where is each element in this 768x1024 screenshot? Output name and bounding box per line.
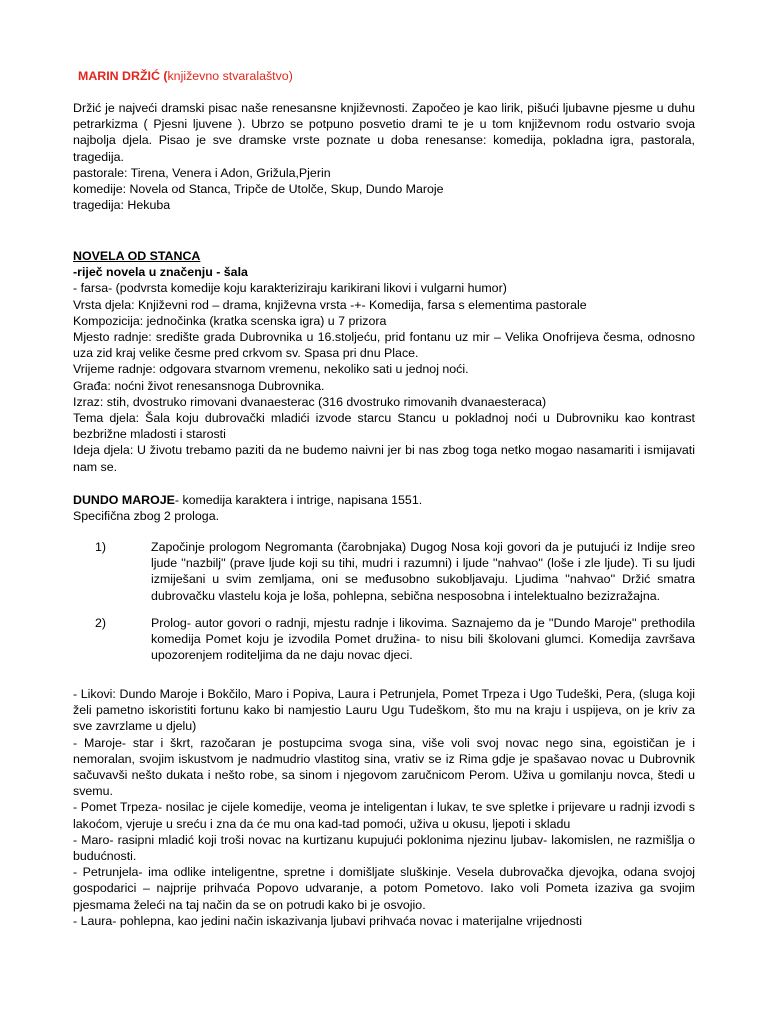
novela-subheading: -riječ novela u značenju - šala	[73, 265, 248, 280]
document-title	[78, 68, 293, 84]
character-entry: - Pomet Trpeza- nosilac je cijele komedije, veoma je inteligentan i lukav, te sve spletke i prijevare u radnji izvodi s lakoćom, vjeruje u sreću i zna da će mu ona kad-tad pomoći, uživa u okusu, ljepoti i skladu	[73, 800, 695, 831]
dundo-heading-line	[73, 492, 695, 508]
pastorale-line: pastorale: Tirena, Venera i Adon, Grižula,Pjerin	[73, 165, 331, 180]
character-entry: - Laura- pohlepna, kao jedini način iskazivanja ljubavi prihvaća novac i materijalne vrijednosti	[73, 913, 582, 928]
novela-line: Vrijeme radnje: odgovara stvarnom vremenu, nekoliko sati u jednoj noći.	[73, 362, 469, 377]
dundo-section	[73, 492, 695, 524]
list-item	[73, 615, 695, 664]
list-number: 2)	[95, 615, 107, 630]
novela-heading: NOVELA OD STANCA	[73, 249, 201, 263]
dundo-heading: DUNDO MAROJE	[73, 493, 175, 507]
novela-line: Kompozicija: jednočinka (kratka scenska igra) u 7 prizora	[73, 313, 387, 328]
title-subtitle: književno stvaralaštvo)	[167, 69, 293, 83]
author-name: MARIN DRŽIĆ (	[78, 69, 168, 83]
novela-line: Vrsta djela: Književni rod – drama, književna vrsta -+- Komedija, farsa s elementima pastorale	[73, 297, 587, 312]
list-number: 1)	[95, 540, 107, 554]
novela-section	[73, 248, 695, 475]
intro-paragraph: Držić je najveći dramski pisac naše renesansne književnosti. Započeo je kao lirik, pišući ljubavne pjesme u duhu petrarkizma ( Pjesni ljuvene ). Ubrzo se potpuno posvetio drami te je u tom književnom rodu ostvario svoja najbolja djela. Pisao je sve dramske vrste poznate u doba renesanse: komedija, pokladna igra, pastorala, tragedija.	[73, 101, 695, 164]
novela-line: Građa: noćni život renesansnoga Dubrovnika.	[73, 378, 325, 393]
komedije-line: komedije: Novela od Stanca, Tripče de Utolče, Skup, Dundo Maroje	[73, 182, 444, 197]
dundo-line: Specifična zbog 2 prologa.	[73, 509, 220, 524]
character-entry: - Maro- rasipni mladić koji troši novac na kurtizanu kupujući poklonima njezinu ljubav- lakomislen, ne razmišlja o budućnosti.	[73, 832, 695, 864]
novela-line: Izraz: stih, dvostruko rimovani dvanaesterac (316 dvostruko rimovanih dvanaesteraca)	[73, 394, 547, 409]
prolog-list	[73, 539, 695, 663]
novela-line: - farsa- (podvrsta komedije koju karakteriziraju karikirani likovi i vulgarni humor)	[73, 281, 507, 296]
characters-section	[73, 686, 695, 929]
novela-line: Mjesto radnje: središte grada Dubrovnika u 16.stoljeću, prid fontanu uz mir – Velika Onofrijeva česma, odnosno uza zid kraj velike česme pred crkvom sv. Spasa pri dnu Place.	[73, 330, 695, 361]
list-item-text: Prolog- autor govori o radnji, mjestu radnje i likovima. Saznajemo da je ''Dundo Maroje'' prethodila komedija Pomet koju je izvodila Pomet družina- to nisu bili školovani glumci. Komedija završava upozorenjem roditeljima da ne daju novac djeci.	[151, 615, 695, 663]
intro-section	[73, 100, 695, 213]
character-entry: - Petrunjela- ima odlike inteligentne, spretne i domišljate sluškinje. Vesela dubrovačka djevojka, odana svojoj gospodarici – najprije prihvaća Popovo udvaranje, a potom Pometovo. Iako voli Pometa izaziva ga svojim pjesmama želeći na taj način da se on potrudi kako bi je osvojio.	[73, 865, 695, 912]
novela-line: Tema djela: Šala koju dubrovački mladići izvode starcu Stancu u pokladnoj noći u Dubrovniku kao kontrast bezbrižne mladosti i starosti	[73, 411, 695, 442]
tragedija-line: tragedija: Hekuba	[73, 198, 171, 213]
dundo-heading-rest: - komedija karaktera i intrige, napisana 1551.	[174, 493, 423, 507]
character-entry: - Maroje- star i škrt, razočaran je postupcima svoga sina, više voli svoj novac nego sina, egoističan je i nemoralan, svojim iskustvom je nadmudrio vlastitog sina, vrativ se iz Rima gdje je spašavao novac u Dubrovnik sačuvavši nešto dukata i nešto robe, sa sinom i njegovom zaručnicom Perom. Uživa u gomilanju novca, štedi u svemu.	[73, 735, 695, 799]
character-entry: - Likovi: Dundo Maroje i Bokčilo, Maro i Popiva, Laura i Petrunjela, Pomet Trpeza i Ugo Tudeški, Pera, (sluga koji želi pametno iskoristiti fortunu kako bi namjestio Lauru Ugu Tudeškom, što mu na kraju i uspijeva, on je kriv za sve zavrzlame u djelu)	[73, 687, 695, 734]
list-item-text: Započinje prologom Negromanta (čarobnjaka) Dugog Nosa koji govori da je putujući iz Indije sreo ljude ''nazbilj'' (prave ljude koji su tihi, mudri i razumni) i ljude ''nahvao'' (loše i zle ljude). Ti su ljudi izmiješani u svim zemljama, oni se međusobno sukobljavaju. Ljudima ''nahvao'' Držić smatra dubrovačku vlastelu koja je loša, pohlepna, sebična nesposobna i intelektualno bezizražajna.	[151, 540, 695, 603]
list-item	[73, 539, 695, 604]
novela-line: Ideja djela: U životu trebamo paziti da ne budemo naivni jer bi nas zbog toga netko mogao nasamariti i ismijavati nam se.	[73, 443, 695, 474]
